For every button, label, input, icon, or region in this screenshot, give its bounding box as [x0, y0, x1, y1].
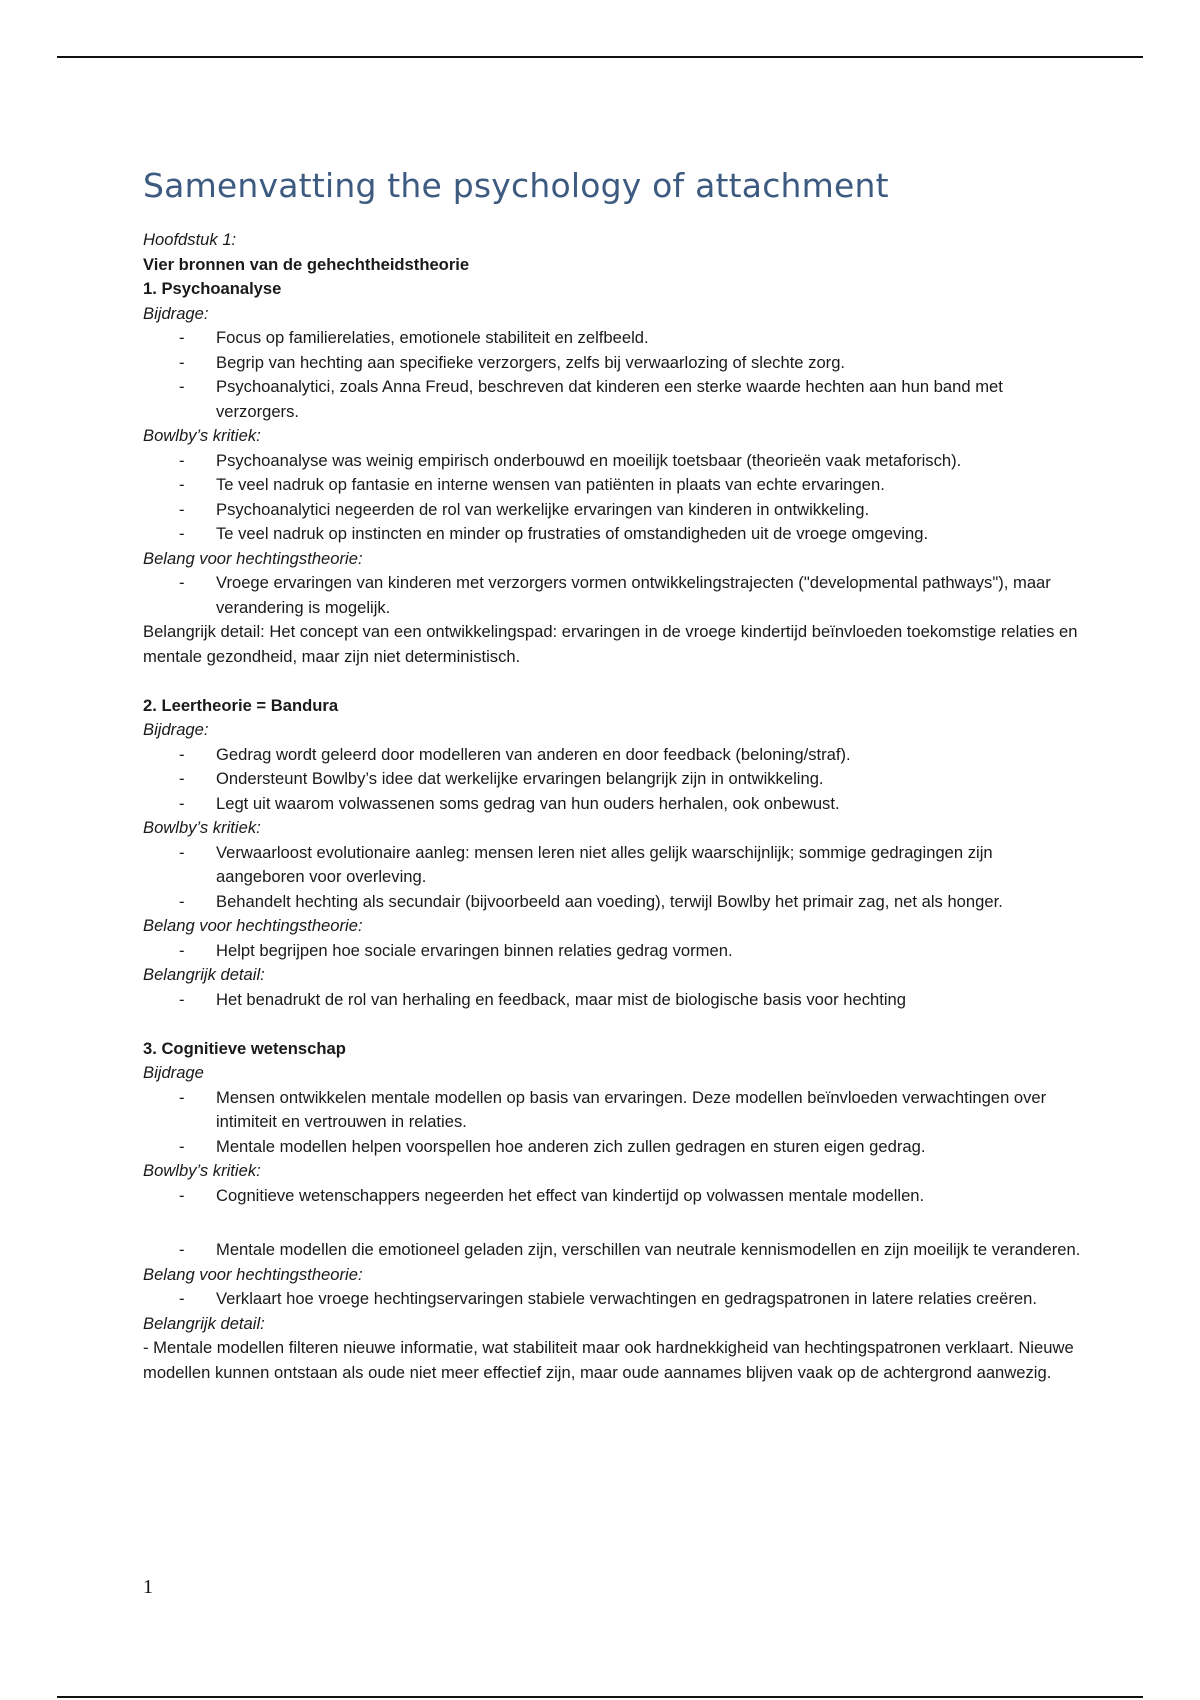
detail-list: [143, 988, 1083, 1013]
critique-list: [143, 1184, 1083, 1263]
contribution-list: [143, 326, 1083, 424]
contribution-list: [143, 743, 1083, 817]
detail-label: Belangrijk detail:: [143, 1313, 265, 1333]
list-item: - Gedrag wordt geleerd door modelleren van anderen en door feedback (beloning/straf).: [143, 743, 1083, 768]
list-item: - Psychoanalytici negeerden de rol van werkelijke ervaringen van kinderen in ontwikkeling.: [143, 498, 1083, 523]
page-number: 1: [143, 1576, 153, 1598]
header-rule: [57, 56, 1143, 58]
spacer: [143, 1012, 1083, 1037]
detail-paragraph: Belangrijk detail: Het concept van een ontwikkelingspad: ervaringen in de vroege kindertijd beïnvloeden toekomstige relaties en mentale gezondheid, maar zijn niet deterministisch.: [143, 622, 1078, 666]
section-heading-leertheorie: 2. Leertheorie = Bandura: [143, 695, 339, 715]
list-item: - Verklaart hoe vroege hechtingservaringen stabiele verwachtingen en gedragspatronen in latere relaties creëren.: [143, 1287, 1083, 1312]
section-heading-cognitieve-wetenschap: 3. Cognitieve wetenschap: [143, 1038, 346, 1058]
list-item: - Vroege ervaringen van kinderen met verzorgers vormen ontwikkelingstrajecten ("developmental pathways"), maar verandering is mogelijk.: [143, 571, 1083, 620]
list-item: - Begrip van hechting aan specifieke verzorgers, zelfs bij verwaarlozing of slechte zorg.: [143, 351, 1083, 376]
list-item: - Helpt begrijpen hoe sociale ervaringen binnen relaties gedrag vormen.: [143, 939, 1083, 964]
list-item: - Mentale modellen helpen voorspellen hoe anderen zich zullen gedragen en sturen eigen gedrag.: [143, 1135, 1083, 1160]
list-item: - Legt uit waarom volwassenen soms gedrag van hun ouders herhalen, ook onbewust.: [143, 792, 1083, 817]
list-item: - Mensen ontwikkelen mentale modellen op basis van ervaringen. Deze modellen beïnvloeden verwachtingen over intimiteit en vertrouwen in relaties.: [143, 1086, 1083, 1135]
list-item: - Focus op familierelaties, emotionele stabiliteit en zelfbeeld.: [143, 326, 1083, 351]
chapter-label: Hoofdstuk 1:: [143, 230, 237, 249]
list-item: - Mentale modellen die emotioneel geladen zijn, verschillen van neutrale kennismodellen en zijn moeilijk te veranderen.: [143, 1238, 1083, 1263]
footer-rule: [57, 1696, 1143, 1698]
list-item: - Behandelt hechting als secundair (bijvoorbeeld aan voeding), terwijl Bowlby het primair zag, net als honger.: [143, 890, 1083, 915]
critique-label: Bowlby’s kritiek:: [143, 818, 261, 837]
importance-list: [143, 939, 1083, 964]
importance-label: Belang voor hechtingstheorie:: [143, 916, 363, 935]
list-item: - Verwaarloost evolutionaire aanleg: mensen leren niet alles gelijk waarschijnlijk; sommige gedragingen zijn aangeboren voor overleving.: [143, 841, 1083, 890]
importance-label: Belang voor hechtingstheorie:: [143, 548, 363, 568]
critique-list: [143, 449, 1083, 547]
list-item: - Cognitieve wetenschappers negeerden het effect van kindertijd op volwassen mentale modellen.: [143, 1184, 1083, 1209]
contribution-label: Bijdrage:: [143, 720, 209, 739]
section-heading-psychoanalyse: 1. Psychoanalyse: [143, 279, 282, 298]
importance-list: [143, 1287, 1083, 1312]
list-item: - Psychoanalyse was weinig empirisch onderbouwd en moeilijk toetsbaar (theorieën vaak metaforisch).: [143, 449, 1083, 474]
critique-label: Bowlby’s kritiek:: [143, 426, 261, 445]
detail-paragraph: - Mentale modellen filteren nieuwe informatie, wat stabiliteit maar ook hardnekkigheid van hechtingspatronen verklaart. Nieuwe modellen kunnen ontstaan als oude niet meer effectief zijn, maar oude aannames blijven vaak op de achtergrond aanwezig.: [143, 1338, 1074, 1382]
document-body: [143, 164, 1083, 1385]
list-item: - Psychoanalytici, zoals Anna Freud, beschreven dat kinderen een sterke waarde hechten aan hun band met verzorgers.: [143, 375, 1083, 424]
contribution-label: Bijdrage: [143, 1063, 204, 1082]
list-item: - Het benadrukt de rol van herhaling en feedback, maar mist de biologische basis voor hechting: [143, 988, 1083, 1013]
contribution-label: Bijdrage:: [143, 303, 209, 323]
list-item: - Te veel nadruk op instincten en minder op frustraties of omstandigheden uit de vroege omgeving.: [143, 522, 1083, 547]
chapter-heading: Vier bronnen van de gehechtheidstheorie: [143, 254, 470, 274]
critique-list: [143, 841, 1083, 915]
document-title: Samenvatting the psychology of attachment: [143, 166, 889, 205]
importance-list: [143, 571, 1083, 620]
critique-label: Bowlby’s kritiek:: [143, 1161, 261, 1180]
spacer: [143, 669, 1083, 694]
list-item: - Te veel nadruk op fantasie en interne wensen van patiënten in plaats van echte ervaringen.: [143, 473, 1083, 498]
contribution-list: [143, 1086, 1083, 1160]
detail-label: Belangrijk detail:: [143, 965, 265, 984]
importance-label: Belang voor hechtingstheorie:: [143, 1264, 363, 1284]
list-item: - Ondersteunt Bowlby’s idee dat werkelijke ervaringen belangrijk zijn in ontwikkeling.: [143, 767, 1083, 792]
